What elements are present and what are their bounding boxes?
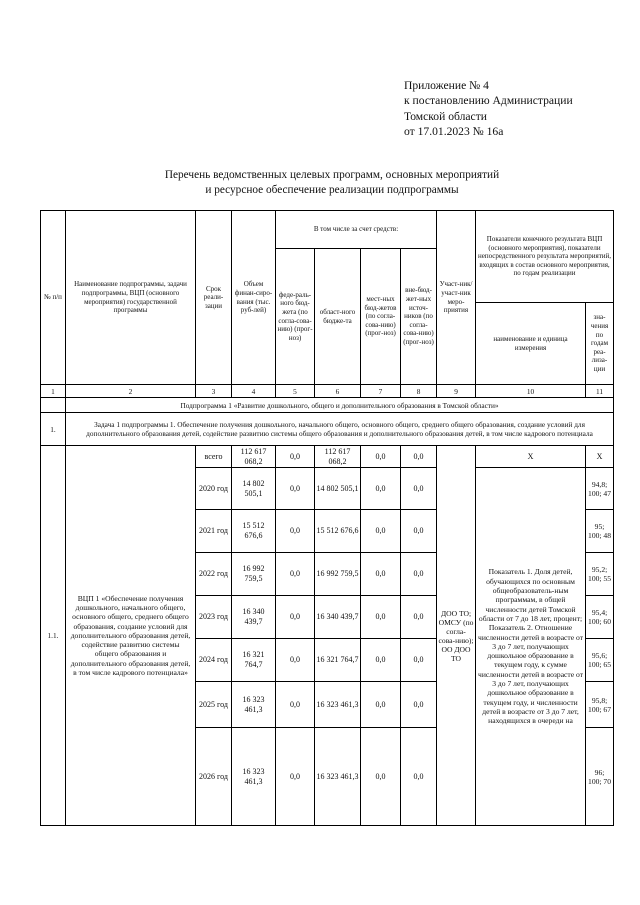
- task-num: 1.: [41, 413, 66, 446]
- local-cell: 0,0: [361, 468, 401, 510]
- regional-cell: 15 512 676,6: [315, 510, 361, 553]
- extra-cell: 0,0: [401, 553, 437, 596]
- year-cell: всего: [196, 446, 232, 468]
- subprogram-row: [41, 398, 614, 413]
- regional-cell: 112 617 068,2: [315, 446, 361, 468]
- header-num: № п/п: [41, 211, 66, 385]
- federal-cell: 0,0: [276, 553, 315, 596]
- document-title: [40, 168, 624, 197]
- header-extra: вне-бюд-жет-ных источ-ников (по согла-сова-нию) (прог-ноз): [401, 249, 437, 385]
- col-number: 1: [41, 385, 66, 398]
- col-number: 7: [361, 385, 401, 398]
- regional-cell: 16 321 764,7: [315, 639, 361, 682]
- total-cell: 16 323 461,3: [232, 682, 276, 728]
- ind-values-cell: 95,8; 100; 67: [586, 682, 614, 728]
- total-cell: 16 340 439,7: [232, 596, 276, 639]
- extra-cell: 0,0: [401, 728, 437, 826]
- extra-cell: 0,0: [401, 639, 437, 682]
- header-including: В том числе за счет средств:: [276, 211, 437, 249]
- appendix-line-2: к постановлению Администрации: [404, 94, 573, 108]
- year-cell: 2026 год: [196, 728, 232, 826]
- local-cell: 0,0: [361, 596, 401, 639]
- header-name: Наименование подпрограммы, задачи подпрограммы, ВЦП (основного мероприятия) государственной программы: [66, 211, 196, 385]
- federal-cell: 0,0: [276, 510, 315, 553]
- federal-cell: 0,0: [276, 639, 315, 682]
- local-cell: 0,0: [361, 682, 401, 728]
- col-number: 5: [276, 385, 315, 398]
- subprogram-title: Подпрограмма 1 «Развитие дошкольного, общего и дополнительного образования в Томской области»: [66, 398, 614, 413]
- col-number: 11: [586, 385, 614, 398]
- federal-cell: 0,0: [276, 682, 315, 728]
- federal-cell: 0,0: [276, 596, 315, 639]
- col-number: 9: [437, 385, 476, 398]
- ind-values-cell: Х: [586, 446, 614, 468]
- regional-cell: 16 323 461,3: [315, 728, 361, 826]
- col-number: 2: [66, 385, 196, 398]
- header-ind-name: наименование и единица измерения: [476, 303, 586, 385]
- ind-values-cell: 95; 100; 48: [586, 510, 614, 553]
- x-mark: Х: [476, 446, 586, 468]
- year-cell: 2024 год: [196, 639, 232, 682]
- header-local: мест-ных бюд-жетов (по согла-сова-нию) (прог-ноз): [361, 249, 401, 385]
- regional-cell: 16 340 439,7: [315, 596, 361, 639]
- title-line-2: и ресурсное обеспечение реализации подпрограммы: [205, 183, 459, 196]
- year-cell: 2021 год: [196, 510, 232, 553]
- col-number: 6: [315, 385, 361, 398]
- total-cell: 15 512 676,6: [232, 510, 276, 553]
- header-regional: област-ного бюдже-та: [315, 249, 361, 385]
- appendix-line-4: от 17.01.2023 № 16а: [404, 124, 504, 138]
- total-cell: 112 617 068,2: [232, 446, 276, 468]
- total-cell: 16 321 764,7: [232, 639, 276, 682]
- regional-cell: 14 802 505,1: [315, 468, 361, 510]
- federal-cell: 0,0: [276, 446, 315, 468]
- ind-values-cell: 95,4; 100; 60: [586, 596, 614, 639]
- table-row: [41, 446, 614, 468]
- year-cell: 2022 год: [196, 553, 232, 596]
- header-ind-values: зна-чения по годам реа-лиза-ции: [586, 303, 614, 385]
- local-cell: 0,0: [361, 553, 401, 596]
- federal-cell: 0,0: [276, 468, 315, 510]
- col-number: 8: [401, 385, 437, 398]
- year-cell: 2025 год: [196, 682, 232, 728]
- federal-cell: 0,0: [276, 728, 315, 826]
- extra-cell: 0,0: [401, 596, 437, 639]
- header-term: Срок реали-зации: [196, 211, 232, 385]
- ind-values-cell: 94,8; 100; 47: [586, 468, 614, 510]
- appendix-line-3: Томской области: [404, 109, 487, 123]
- extra-cell: 0,0: [401, 446, 437, 468]
- header-federal: феде-раль-ного бюд-жета (по согла-сова-нию) (прог-ноз): [276, 249, 315, 385]
- header-indicators: Показатели конечного результата ВЦП (основного мероприятия), показатели непосредственного результата мероприятий, входящих в состав основного мероприятия, по годам реализации: [476, 211, 614, 303]
- header-participant: Участ-ник/ участ-ник меро-приятия: [437, 211, 476, 385]
- regional-cell: 16 992 759,5: [315, 553, 361, 596]
- header-volume: Объем финан-сиро-вания (тыс. руб-лей): [232, 211, 276, 385]
- col-number: 10: [476, 385, 586, 398]
- ind-values-cell: 96; 100; 70: [586, 728, 614, 826]
- ind-values-cell: 95,2; 100; 55: [586, 553, 614, 596]
- title-line-1: Перечень ведомственных целевых программ, основных мероприятий: [164, 169, 500, 181]
- total-cell: 14 802 505,1: [232, 468, 276, 510]
- task-row: [41, 413, 614, 446]
- column-number-row: [41, 385, 614, 398]
- appendix-note: [404, 78, 573, 139]
- ind-values-cell: 95,6; 100; 65: [586, 639, 614, 682]
- total-cell: 16 992 759,5: [232, 553, 276, 596]
- participant-cell: ДОО ТО; ОМСУ (по согла-сова-нию); ОО ДОО ТО: [437, 446, 476, 826]
- year-cell: 2023 год: [196, 596, 232, 639]
- indicator-description: Показатель 1. Доля детей, обучающихся по основным общеобразователь-ным программам, в общей численности детей Томской области от 7 до 18 лет, процент; Показатель 2. Отношение численности детей в возрасте от 3 до 7 лет, получающих дошкольное образование в текущем году, к сумме численности детей в возрасте от 3 до 7 лет, получающих дошкольное образование в текущем году, и численности детей в возрасте от 3 до 7 лет, находящихся в очереди на: [476, 468, 586, 826]
- local-cell: 0,0: [361, 510, 401, 553]
- year-cell: 2020 год: [196, 468, 232, 510]
- total-cell: 16 323 461,3: [232, 728, 276, 826]
- vcp-name: ВЦП 1 «Обеспечение получения дошкольного, начального общего, основного общего, среднего общего образования, создание условий для дополнительного образования детей, содействие развитию системы общего образования и дополнительного образования детей, в том числе кадрового потенциала»: [66, 446, 196, 826]
- col-number: 3: [196, 385, 232, 398]
- task-text: Задача 1 подпрограммы 1. Обеспечение получения дошкольного, начального общего, основного общего, среднего общего образования, создание условий для дополнительного образования детей, содействие развитию системы общего образования и дополнительного образования детей, в том числе кадрового потенциала: [66, 413, 614, 446]
- extra-cell: 0,0: [401, 468, 437, 510]
- local-cell: 0,0: [361, 639, 401, 682]
- local-cell: 0,0: [361, 446, 401, 468]
- program-table: [40, 210, 614, 826]
- extra-cell: 0,0: [401, 510, 437, 553]
- appendix-line-1: Приложение № 4: [404, 79, 489, 92]
- header-row-1: [41, 211, 614, 249]
- extra-cell: 0,0: [401, 682, 437, 728]
- regional-cell: 16 323 461,3: [315, 682, 361, 728]
- vcp-num: 1.1.: [41, 446, 66, 826]
- local-cell: 0,0: [361, 728, 401, 826]
- col-number: 4: [232, 385, 276, 398]
